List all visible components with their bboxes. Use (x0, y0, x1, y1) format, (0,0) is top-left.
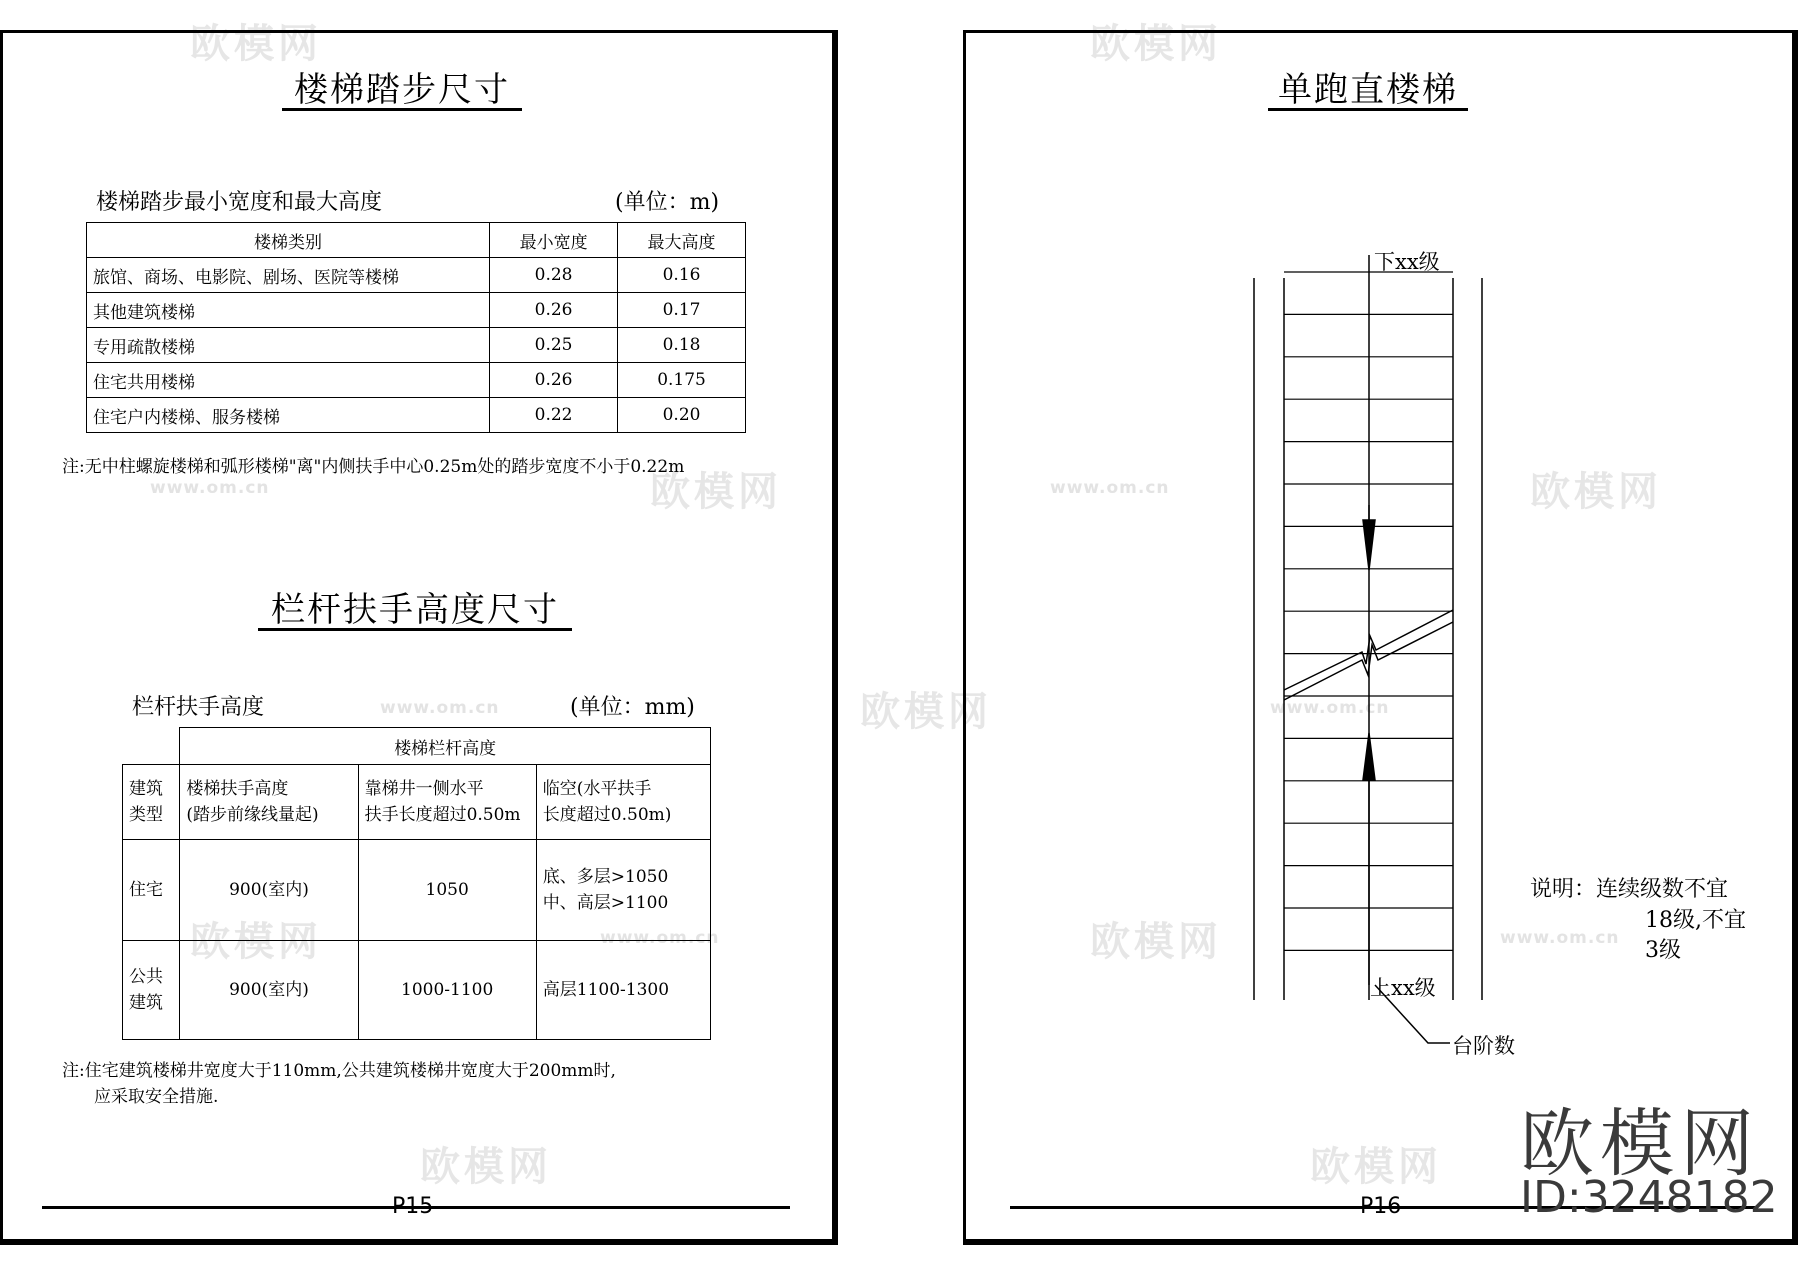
table-cell: 底、多层>1050 中、高层>1100 (536, 840, 710, 941)
table-cell: 公共 建筑 (123, 941, 180, 1040)
table-cell: 900(室内) (180, 941, 358, 1040)
arrow-down-icon (1363, 520, 1375, 570)
table-header: 最大高度 (618, 223, 746, 258)
brand-id: ID:3248182 (1520, 1172, 1778, 1223)
table-cell: 0.25 (490, 328, 618, 363)
stair-down-label: 下xx级 (1374, 250, 1440, 274)
table-cell: 0.20 (618, 398, 746, 433)
legend-line1: 说明：连续级数不宜 (1530, 877, 1729, 902)
stair-tread-title: 楼梯踏步尺寸 (294, 70, 510, 110)
table-header: 建筑 类型 (123, 765, 180, 840)
page-number: P16 (1360, 1194, 1402, 1219)
watermark-logo: 欧模网 (190, 21, 322, 67)
table-cell: 1050 (358, 840, 536, 941)
railing-height-title: 栏杆扶手高度尺寸 (271, 590, 559, 630)
brand-logo: 欧模网 (1520, 1101, 1760, 1187)
table-cell: 0.16 (618, 258, 746, 293)
watermark-logo: 欧模网 (650, 469, 782, 515)
table-header: 最小宽度 (490, 223, 618, 258)
single-run-stair-title: 单跑直楼梯 (1278, 70, 1458, 110)
watermark-logo: 欧模网 (420, 1144, 552, 1190)
table-cell: 住宅户内楼梯、服务楼梯 (87, 398, 490, 433)
watermark-logo: 欧模网 (190, 919, 322, 965)
arrow-up-icon (1363, 733, 1375, 780)
table-cell: 0.22 (490, 398, 618, 433)
table1-note: 注:无中柱螺旋楼梯和弧形楼梯"离"内侧扶手中心0.25m处的踏步宽度不小于0.22m (62, 457, 685, 477)
table2-caption: 栏杆扶手高度 (132, 695, 265, 720)
watermark-url: www.om.cn (1500, 928, 1620, 948)
table-cell: 0.26 (490, 363, 618, 398)
table-cell: 0.18 (618, 328, 746, 363)
table-header: 靠梯井一侧水平 扶手长度超过0.50m (358, 765, 536, 840)
step-count-label: 台阶数 (1452, 1034, 1515, 1058)
table-header: 临空(水平扶手 长度超过0.50m) (536, 765, 710, 840)
watermark-logo: 欧模网 (1090, 21, 1222, 67)
watermark-url: www.om.cn (600, 928, 720, 948)
watermark-url: www.om.cn (1050, 478, 1170, 498)
watermark-url: www.om.cn (150, 478, 270, 498)
legend-line3: 3级 (1645, 938, 1681, 963)
table-cell: 900(室内) (180, 840, 358, 941)
table-cell: 住宅共用楼梯 (87, 363, 490, 398)
watermark-url: www.om.cn (1270, 698, 1390, 718)
table2-note-line1: 注:住宅建筑楼梯井宽度大于110mm,公共建筑楼梯井宽度大于200mm时, (62, 1061, 616, 1081)
legend-line2: 18级,不宜 (1645, 908, 1746, 933)
table-cell: 高层1100-1300 (536, 941, 710, 1040)
table-cell: 0.26 (490, 293, 618, 328)
watermark-logo: 欧模网 (860, 689, 992, 735)
table-group-header: 楼梯栏杆高度 (180, 728, 711, 765)
stair-up-label: 上xx级 (1370, 976, 1436, 1000)
table-cell: 0.17 (618, 293, 746, 328)
table-cell: 0.28 (490, 258, 618, 293)
table1-caption: 楼梯踏步最小宽度和最大高度 (96, 190, 383, 215)
table-cell: 专用疏散楼梯 (87, 328, 490, 363)
table-cell: 住宅 (123, 840, 180, 941)
table-cell: 0.175 (618, 363, 746, 398)
table-header: 楼梯扶手高度 (踏步前缘线量起) (180, 765, 358, 840)
watermark-logo: 欧模网 (1310, 1144, 1442, 1190)
page-number: P15 (392, 1194, 434, 1219)
table2-note-line2: 应采取安全措施. (94, 1087, 219, 1107)
watermark-logo: 欧模网 (1090, 919, 1222, 965)
watermark-logo: 欧模网 (1530, 469, 1662, 515)
watermark-url: www.om.cn (380, 698, 500, 718)
table1-unit: (单位：m) (615, 190, 720, 215)
table-header: 楼梯类别 (87, 223, 490, 258)
table-cell: 旅馆、商场、电影院、剧场、医院等楼梯 (87, 258, 490, 293)
table-cell: 1000-1100 (358, 941, 536, 1040)
table2-unit: (单位：mm) (570, 695, 695, 720)
table-cell: 其他建筑楼梯 (87, 293, 490, 328)
